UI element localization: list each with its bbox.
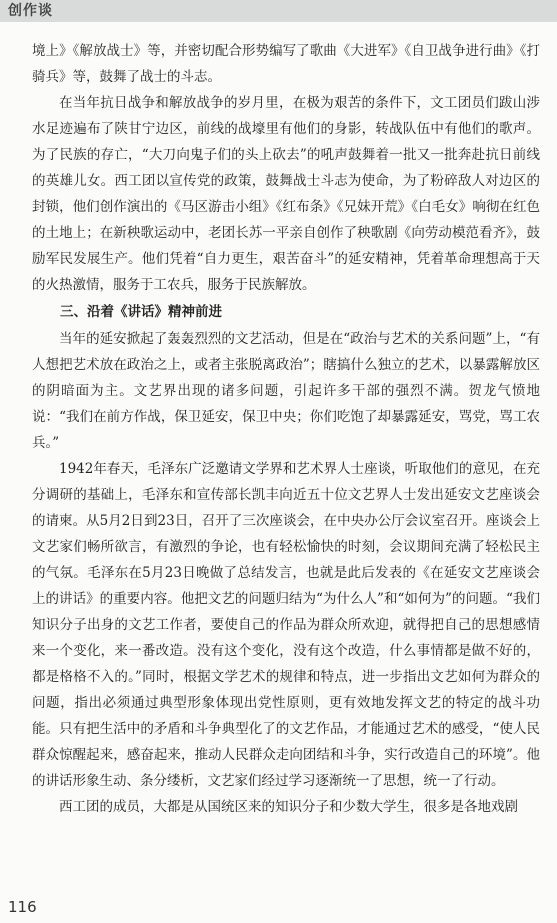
paragraph-continuation: 境上》《解放战士》等，并密切配合形势编写了歌曲《大进军》《自卫战争进行曲》《打骑兵》等，鼓舞了战士的斗志。 xyxy=(32,43,540,85)
paragraph: 1942年春天，毛泽东广泛邀请文学界和艺术界人士座谈，听取他们的意见，在充分调研的基础上，毛泽东和宣传部长凯丰向近五十位文艺界人士发出延安文艺座谈会的请柬。从5月2日到23日，召开了三次座谈会，在中央办公厅会议室召开。座谈会上文艺家们畅所欲言，有激烈的争论，也有轻松愉快的时刻，会议期间充满了轻松民主的气氛。毛泽东在5月23日晚做了总结发言，也就是此后发表的《在延安文艺座谈会上的讲话》的重要内容。他把文艺的问题归结为“为什么人”和“如何为”的问题。“我们知识分子出身的文艺工作者，要使自己的作品为群众所欢迎，就得把自己的思想感情来一个变化，来一番改造。没有这个变化，没有这个改造，什么事情都是做不好的，都是格格不入的。”同时，根据文学艺术的规律和特点，进一步指出文艺如何为群众的问题，指出必须通过典型形象体现出党性原则，更有效地发挥文艺的特定的战斗功能。只有把生活中的矛盾和斗争典型化了的文艺作品，才能通过艺术的感受，“使人民群众惊醒起来，感奋起来，推动人民群众走向团结和斗争，实行改造自己的环境”。他的讲话形象生动、条分缕析，文艺家们经过学习逐渐统一了思想，统一了行动。 xyxy=(32,461,540,789)
article-body xyxy=(32,38,540,820)
paragraph: 在当年抗日战争和解放战争的岁月里，在极为艰苦的条件下，文工团员们跋山涉水足迹遍布了陕甘宁边区，前线的战壕里有他们的身影，转战队伍中有他们的歌声。为了民族的存亡，“大刀向鬼子们的头上砍去”的吼声鼓舞着一批又一批奔赴抗日前线的英雄儿女。西工团以宣传党的政策，鼓舞战士斗志为使命，为了粉碎敌人对边区的封锁，他们创作演出的《马区游击小组》《红布条》《兄妹开荒》《白毛女》响彻在红色的土地上；在新秧歌运动中，老团长苏一平亲自创作了秧歌剧《向劳动模范看齐》，鼓励军民发展生产。他们凭着“自力更生，艰苦奋斗”的延安精神，凭着革命理想高于天的火热激情，服务于工农兵，服务于民族解放。 xyxy=(32,95,540,293)
paragraph: 西工团的成员，大都是从国统区来的知识分子和少数大学生，很多是各地戏剧 xyxy=(59,799,518,815)
header-band xyxy=(0,0,557,22)
page-number: 116 xyxy=(8,898,37,916)
section-heading: 三、沿着《讲话》精神前进 xyxy=(60,304,222,320)
section-label: 创作谈 xyxy=(8,3,53,19)
paragraph: 当年的延安掀起了轰轰烈烈的文艺活动，但是在“政治与艺术的关系问题”上，“有人想把艺术放在政治之上，或者主张脱离政治”；瞎搞什么独立的艺术，以暴露解放区的阴暗面为主。文艺界出现的诸多问题，引起许多干部的强烈不满。贺龙气愤地说：“我们在前方作战，保卫延安，保卫中央；你们吃饱了却暴露延安，骂党，骂工农兵。” xyxy=(32,331,540,451)
